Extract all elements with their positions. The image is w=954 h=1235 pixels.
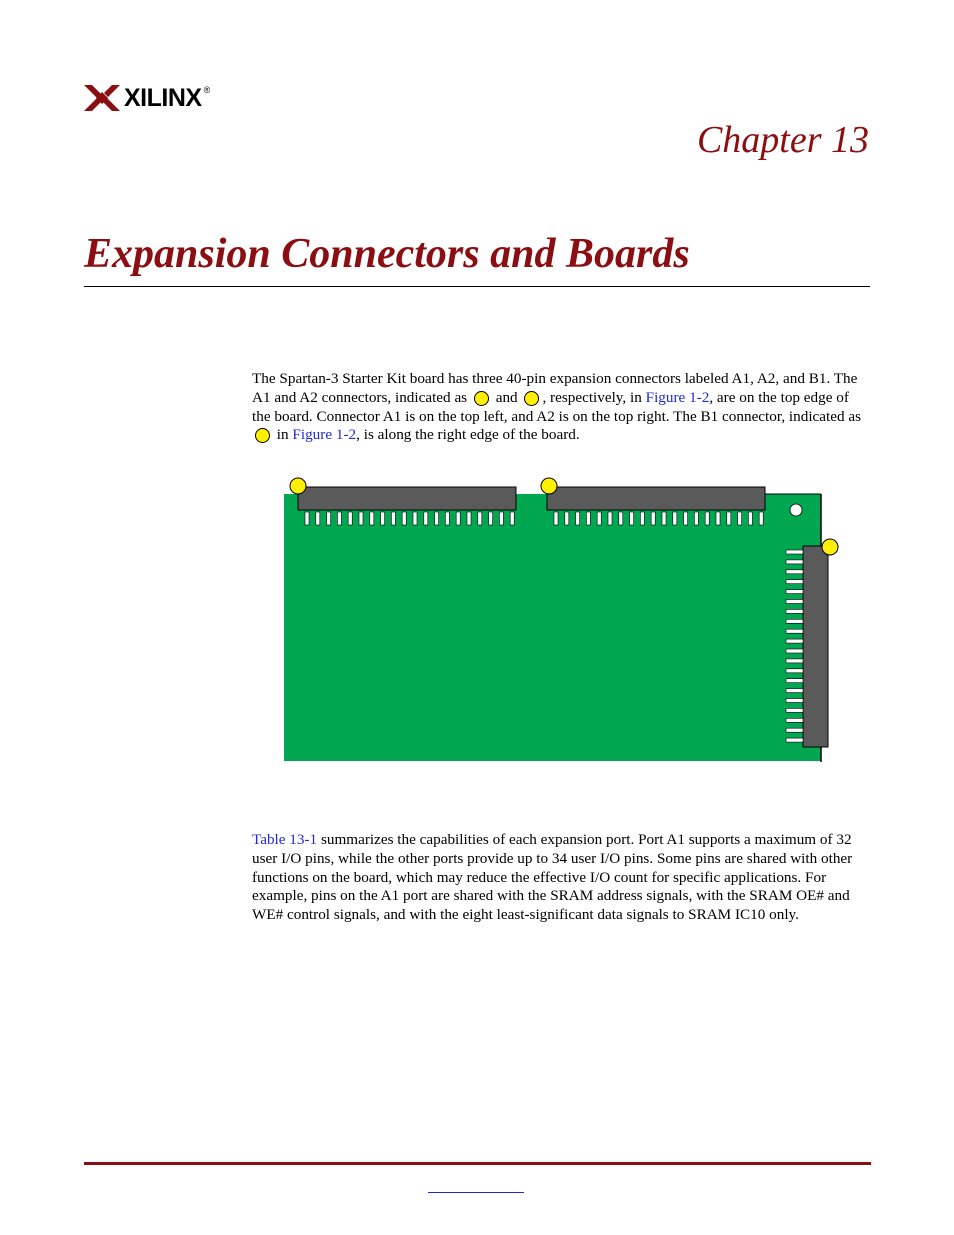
- connector-pin: [786, 609, 803, 613]
- a2-marker-icon: [524, 391, 539, 406]
- footer-divider: [84, 1162, 871, 1165]
- connector-pin: [727, 512, 731, 525]
- connector-pin: [786, 570, 803, 574]
- connector-pin: [651, 512, 655, 525]
- connector-pin: [786, 560, 803, 564]
- para1-text-3: , respectively, in: [542, 388, 642, 406]
- connector-pin: [786, 600, 803, 604]
- para1-text-4: , are on the top edge of the board. Connector A1 is on the top left, and A2 is on the top right. The B1 connector, indicated as: [252, 388, 862, 425]
- connector-pin: [786, 679, 803, 683]
- connector-pin: [786, 689, 803, 693]
- connector-pin: [586, 512, 590, 525]
- connector-pin: [597, 512, 601, 525]
- connector-pin: [786, 550, 803, 554]
- connector-pin: [608, 512, 612, 525]
- connector-pin: [786, 738, 803, 742]
- connector-pin: [489, 512, 493, 525]
- connector-pin: [359, 512, 363, 525]
- connector-pin: [684, 512, 688, 525]
- para1-text-1: The Spartan-3 Starter Kit board has three 40-pin expansion connectors labeled A1, A2, and B1. The A1 and A2 connectors, indicated as: [252, 370, 858, 406]
- a1-board-marker: [290, 478, 306, 494]
- connector-pin: [576, 512, 580, 525]
- para1-text-6: , is along the right edge of the board.: [356, 426, 580, 444]
- connector-pin: [413, 512, 417, 525]
- connector-pin: [786, 728, 803, 732]
- connector-pin: [786, 639, 803, 643]
- b1-connector: [803, 546, 828, 747]
- page-title: Expansion Connectors and Boards: [84, 231, 690, 277]
- connector-pin: [510, 512, 514, 525]
- board-body: [284, 494, 821, 761]
- connector-pin: [391, 512, 395, 525]
- connector-pin: [381, 512, 385, 525]
- connector-pin: [402, 512, 406, 525]
- connector-pin: [738, 512, 742, 525]
- b1-marker-icon: [255, 428, 270, 443]
- connector-pin: [619, 512, 623, 525]
- connector-pin: [786, 718, 803, 722]
- a2-board-marker: [541, 478, 557, 494]
- connector-pin: [694, 512, 698, 525]
- para1-text-2: and: [495, 388, 518, 406]
- board-diagram: [280, 472, 840, 767]
- para1-text-5: in: [276, 426, 289, 444]
- connector-pin: [370, 512, 374, 525]
- intro-paragraph: [252, 370, 867, 445]
- connector-pin: [554, 512, 558, 525]
- connector-pin: [424, 512, 428, 525]
- connector-pin: [759, 512, 763, 525]
- summary-paragraph: [252, 831, 867, 925]
- connector-pin: [478, 512, 482, 525]
- connector-pin: [565, 512, 569, 525]
- chapter-label: Chapter 13: [696, 119, 869, 161]
- xilinx-mark-icon: [84, 81, 120, 115]
- xilinx-logo: [84, 80, 210, 116]
- footer-link[interactable]: [428, 1174, 524, 1193]
- connector-pin: [786, 708, 803, 712]
- connector-pin: [456, 512, 460, 525]
- connector-pin: [786, 619, 803, 623]
- connector-pin: [786, 699, 803, 703]
- title-divider: [84, 286, 870, 287]
- connector-pin: [445, 512, 449, 525]
- logo-text: XILINX: [124, 83, 202, 112]
- a1-connector: [298, 487, 516, 510]
- connector-pin: [786, 580, 803, 584]
- connector-pin: [705, 512, 709, 525]
- connector-pin: [348, 512, 352, 525]
- registered-mark: ®: [203, 85, 211, 95]
- summary-text: summarizes the capabilities of each expansion port. Port A1 supports a maximum of 32 user I/O pins, while the other ports provide up to 34 user I/O pins. Some pins are shared with other functions on the board, which may reduce the effective I/O count for specific applications. For example, pins on the A1 port are shared with the SRAM address signals, with the SRAM OE# and WE# control signals, and with the eight least-significant data signals to SRAM IC10 only.: [252, 831, 853, 924]
- connector-pin: [673, 512, 677, 525]
- connector-pin: [630, 512, 634, 525]
- b1-board-marker: [822, 539, 838, 555]
- connector-pin: [435, 512, 439, 525]
- connector-pin: [467, 512, 471, 525]
- connector-pin: [786, 629, 803, 633]
- figure-1-2-link[interactable]: Figure 1-2: [645, 388, 710, 406]
- connector-pin: [786, 649, 803, 653]
- connector-pin: [716, 512, 720, 525]
- connector-pin: [748, 512, 752, 525]
- connector-pin: [662, 512, 666, 525]
- connector-pin: [786, 669, 803, 673]
- connector-pin: [499, 512, 503, 525]
- a2-connector: [547, 487, 765, 510]
- connector-pin: [327, 512, 331, 525]
- table-13-1-link[interactable]: Table 13-1: [252, 831, 318, 848]
- figure-1-2-link-2[interactable]: Figure 1-2: [292, 426, 357, 444]
- connector-pin: [786, 659, 803, 663]
- connector-pin: [640, 512, 644, 525]
- connector-pin: [316, 512, 320, 525]
- connector-pin: [305, 512, 309, 525]
- mounting-hole: [790, 504, 802, 516]
- connector-pin: [786, 590, 803, 594]
- connector-pin: [337, 512, 341, 525]
- a1-marker-icon: [474, 391, 489, 406]
